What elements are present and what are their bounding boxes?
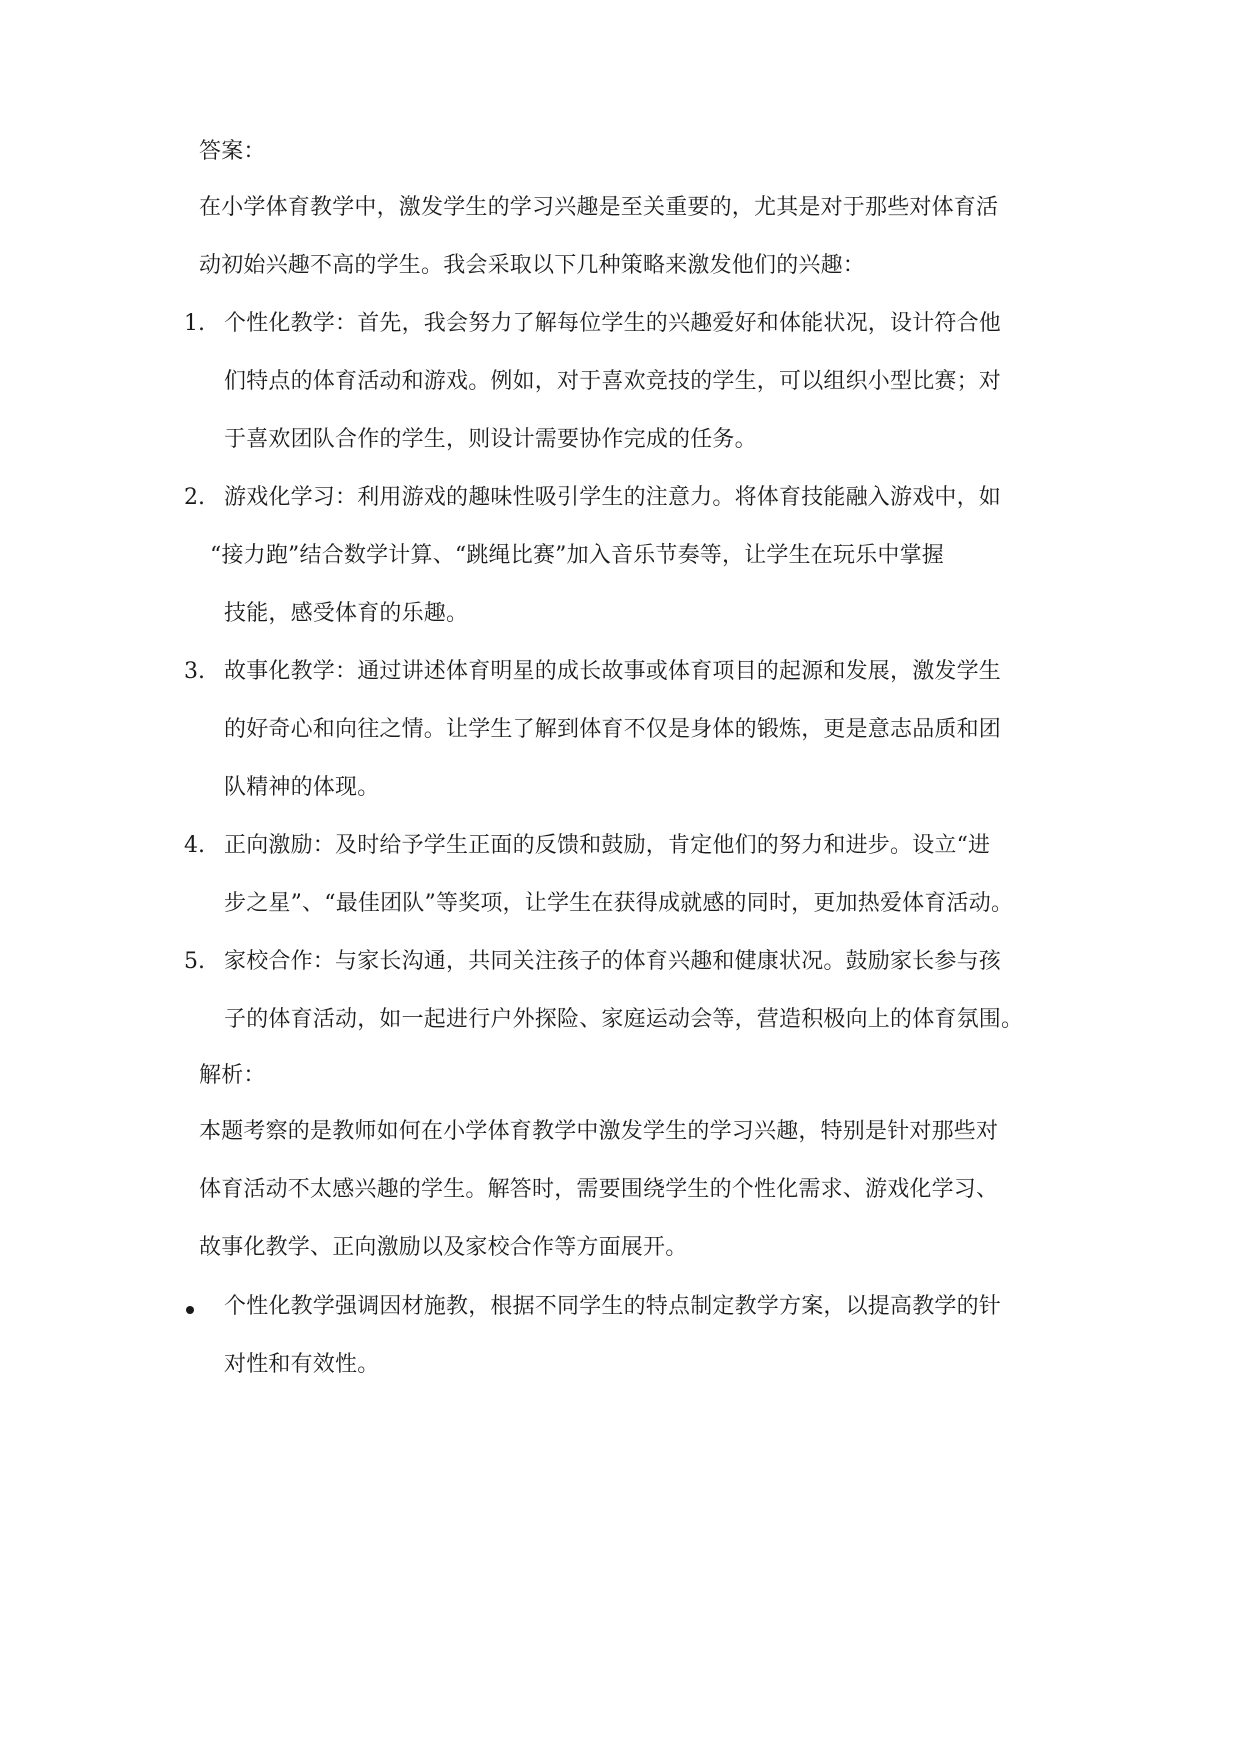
list-item-line: 子的体育活动，如一起进行户外探险、家庭运动会等，营造积极向上的体育氛围。	[224, 1007, 1024, 1032]
list-number: 3.	[184, 659, 205, 684]
bullet-dot-icon	[186, 1306, 194, 1314]
analysis-line: 体育活动不太感兴趣的学生。解答时，需要围绕学生的个性化需求、游戏化学习、	[199, 1177, 999, 1202]
list-item-line: 队精神的体现。	[224, 775, 380, 800]
bullet-item-line: 个性化教学强调因材施教，根据不同学生的特点制定教学方案，以提高教学的针	[224, 1294, 1002, 1319]
list-item-line: 们特点的体育活动和游戏。例如，对于喜欢竞技的学生，可以组织小型比赛；对	[224, 369, 1002, 394]
list-number: 5.	[184, 949, 205, 974]
list-item-line: 家校合作：与家长沟通，共同关注孩子的体育兴趣和健康状况。鼓励家长参与孩	[224, 949, 1002, 974]
list-item-line: 步之星”、“最佳团队”等奖项，让学生在获得成就感的同时，更加热爱体育活动。	[224, 891, 1014, 916]
intro-line: 动初始兴趣不高的学生。我会采取以下几种策略来激发他们的兴趣：	[199, 253, 866, 278]
list-item-line: 正向激励：及时给予学生正面的反馈和鼓励，肯定他们的努力和进步。设立“进	[224, 833, 991, 858]
bullet-item-line: 对性和有效性。	[224, 1352, 380, 1377]
list-item-line: 的好奇心和向往之情。让学生了解到体育不仅是身体的锻炼，更是意志品质和团	[224, 717, 1002, 742]
list-item-line: 技能，感受体育的乐趣。	[224, 601, 469, 626]
analysis-line: 故事化教学、正向激励以及家校合作等方面展开。	[199, 1235, 688, 1260]
analysis-heading: 解析：	[199, 1063, 266, 1088]
list-number: 2.	[184, 485, 205, 510]
list-item-line: 于喜欢团队合作的学生，则设计需要协作完成的任务。	[224, 427, 757, 452]
list-item-line: “接力跑”结合数学计算、“跳绳比赛”加入音乐节奏等，让学生在玩乐中掌握	[210, 543, 944, 568]
list-number: 1.	[184, 311, 205, 336]
list-item-line: 个性化教学：首先，我会努力了解每位学生的兴趣爱好和体能状况，设计符合他	[224, 311, 1002, 336]
intro-line: 在小学体育教学中，激发学生的学习兴趣是至关重要的，尤其是对于那些对体育活	[199, 195, 999, 220]
list-item-line: 游戏化学习：利用游戏的趣味性吸引学生的注意力。将体育技能融入游戏中，如	[224, 485, 1002, 510]
list-item-line: 故事化教学：通过讲述体育明星的成长故事或体育项目的起源和发展，激发学生	[224, 659, 1002, 684]
list-number: 4.	[184, 833, 205, 858]
analysis-line: 本题考察的是教师如何在小学体育教学中激发学生的学习兴趣，特别是针对那些对	[199, 1119, 999, 1144]
answer-heading: 答案：	[199, 139, 266, 164]
